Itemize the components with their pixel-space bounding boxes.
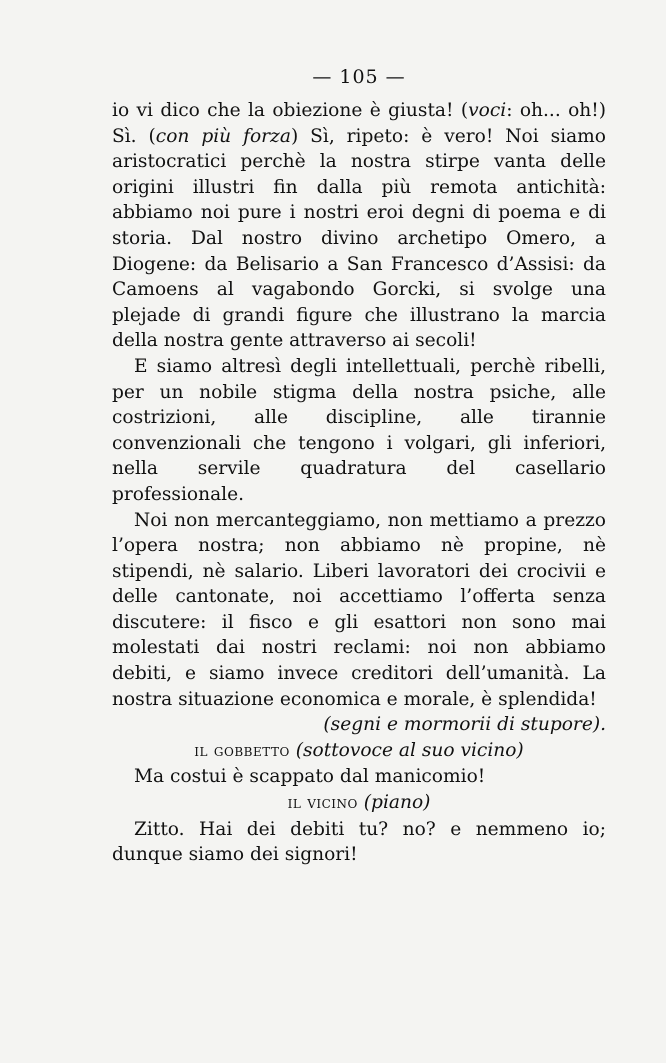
- stage-direction: (segni e mormorii di stupore).: [323, 714, 606, 736]
- paragraph-1-text-a: io vi dico che la obiezione è giusta! (: [112, 100, 469, 121]
- speaker-name-vicino: il vicino: [287, 793, 358, 814]
- paragraph-1: [112, 98, 606, 354]
- paragraph-3: Noi non mercanteggiamo, non mettiamo a prezzo l’opera nostra; non abbiamo nè propine, nè stipendi, nè salario. Liberi lavoratori dei crocivii e delle cantonate, noi accettiamo l’offerta senza discutere: il fisco e gli esattori non sono mai molestati dai nostri reclami: noi non abbiamo debiti, e siamo invece creditori dell’umanità. La nostra situazione economica e morale, è splendida!: [112, 509, 606, 710]
- speaker-vicino: [112, 790, 606, 817]
- stage-voci: voci: [468, 100, 507, 121]
- speaker-direction-gobbetto: (sottovoce al suo vicino): [295, 739, 524, 761]
- paragraph-2: E siamo altresì degli intellettuali, perchè ribelli, per un nobile stigma della nostra psiche, alle costrizioni, alle discipline, alle tirannie convenzionali che tengono i volgari, gli inferiori, nella servile quadratura del casellario professionale.: [112, 355, 606, 505]
- speaker-gobbetto: [112, 738, 606, 765]
- dialogue-line-2: Zitto. Hai dei debiti tu? no? e nemmeno io; dunque siamo dei signori!: [112, 818, 606, 866]
- paragraph-1-text-b: : oh... oh!) Sì. (: [112, 100, 607, 147]
- paragraph-1-text-c: ) Sì, ripeto: è vero! Noi siamo aristocratici perchè la nostra stirpe vanta delle origini illustri fin dalla più remota antichità: abbiamo noi pure i nostri eroi degni di poema e di storia. Dal nostro divino archetipo Omero, a Diogene: da Belisario a San Francesco d’Assisi: da Camoens al vagabondo Gorcki, si svolge una plejade di grandi figure che illustrano la marcia della nostra gente attraverso ai secoli!: [112, 125, 606, 352]
- dialogue-line-1: Ma costui è scappato dal manicomio!: [134, 766, 486, 788]
- stage-con-piu-forza: con più forza: [155, 125, 291, 147]
- body-text: [112, 98, 606, 868]
- speaker-direction-vicino: (piano): [363, 792, 431, 814]
- page-number: — 105 —: [312, 66, 406, 88]
- speaker-name-gobbetto: il gobbetto: [194, 740, 290, 761]
